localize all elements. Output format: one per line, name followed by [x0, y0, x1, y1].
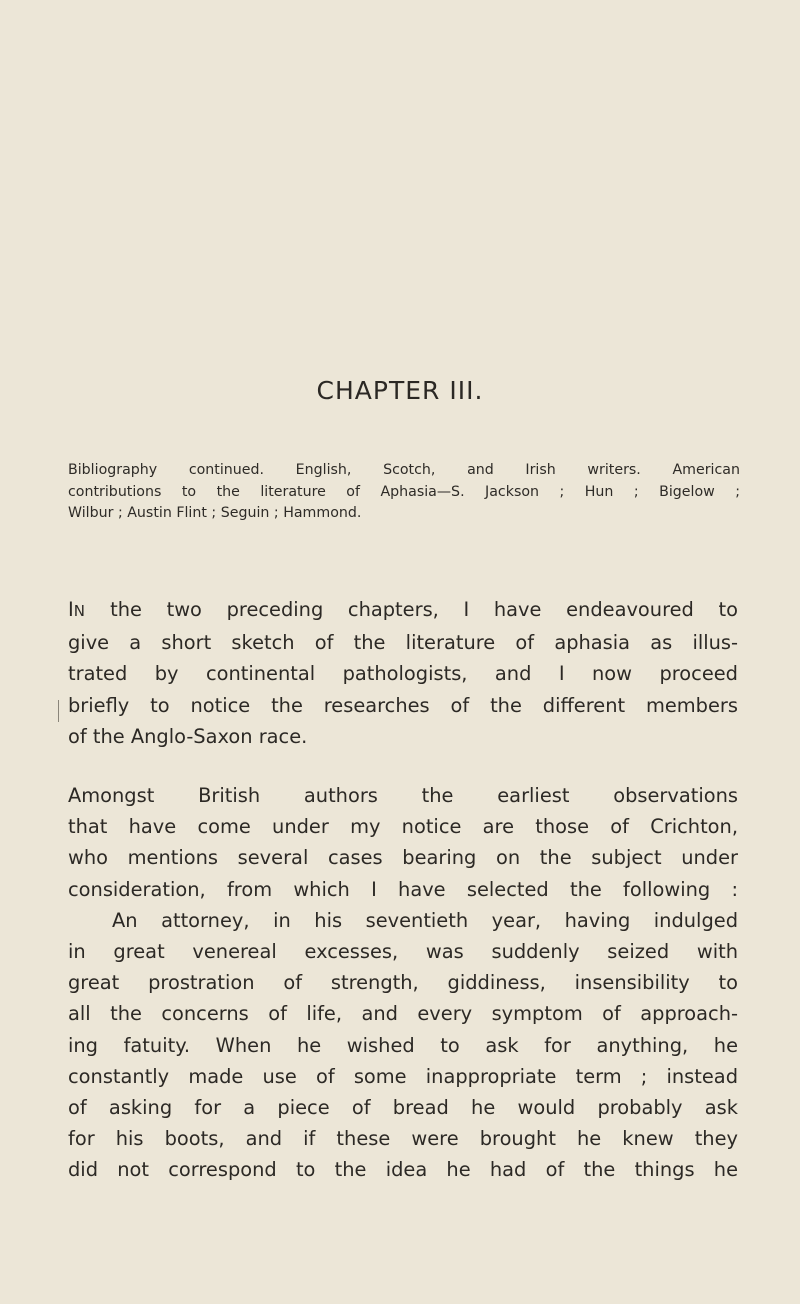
- paragraph-line: of asking for a piece of bread he would probably ask: [68, 1096, 738, 1120]
- paragraph-line: for his boots, and if these were brought he knew they: [68, 1127, 738, 1151]
- paragraph-line: in great venereal excesses, was suddenly seized with: [68, 940, 738, 964]
- paragraph-line: briefly to notice the researches of the different members: [68, 693, 738, 717]
- paragraph-line: ing fatuity. When he wished to ask for anything, he: [68, 1033, 738, 1057]
- paragraph-line: that have come under my notice are those of Crichton,: [68, 815, 738, 839]
- paragraph-line: trated by continental pathologists, and I now proceed: [68, 662, 738, 686]
- paragraph-line: constantly made use of some inappropriate term ; instead: [68, 1064, 738, 1088]
- paragraph-crichton: [68, 780, 738, 1186]
- paragraph-line: Amongst British authors the earliest observations: [68, 784, 738, 807]
- paragraph-line: of the Anglo-Saxon race.: [68, 724, 308, 748]
- chapter-title: CHAPTER III.: [316, 376, 484, 405]
- paragraph-line: [68, 594, 738, 627]
- paragraph-line: An attorney, in his seventieth year, having indulged: [112, 908, 738, 932]
- summary-line: Bibliography continued. English, Scotch, and Irish writers. American: [68, 462, 740, 478]
- summary-line: contributions to the literature of Aphasia—S. Jackson ; Hun ; Bigelow ;: [68, 483, 740, 500]
- summary-line: Wilbur ; Austin Flint ; Seguin ; Hammond.: [68, 505, 362, 521]
- paragraph-line: all the concerns of life, and every symptom of approach-: [68, 1002, 738, 1026]
- paragraph-line: consideration, from which I have selected the following :: [68, 877, 738, 901]
- paragraph-line: give a short sketch of the literature of aphasia as illus-: [68, 631, 738, 655]
- margin-mark: [58, 700, 59, 722]
- small-cap-initial: N: [73, 602, 86, 620]
- first-line-text: the two preceding chapters, I have endeavoured to: [85, 598, 738, 621]
- drop-initial: I: [68, 598, 74, 621]
- paragraph-line: who mentions several cases bearing on the subject under: [68, 846, 738, 870]
- chapter-summary: [68, 460, 740, 525]
- paragraph-intro: [68, 594, 738, 752]
- paragraph-line: great prostration of strength, giddiness, insensibility to: [68, 971, 738, 995]
- paragraph-line: did not correspond to the idea he had of the things he: [68, 1158, 738, 1182]
